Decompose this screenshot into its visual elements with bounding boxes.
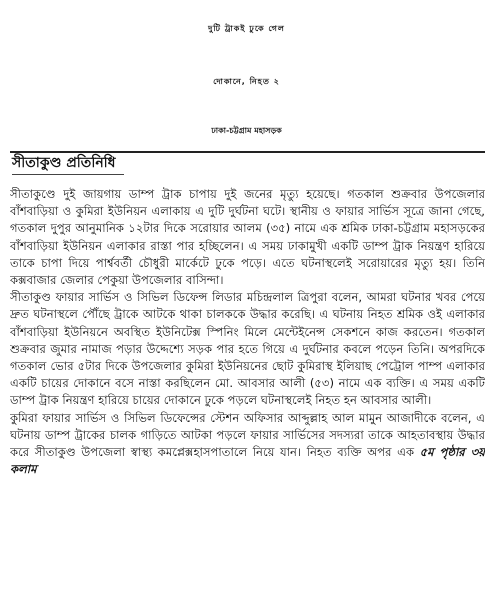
headline-line-2: দোকানে, নিহত ২ bbox=[213, 77, 280, 86]
paragraph-text: কুমিরা ফায়ার সার্ভিস ও সিভিল ডিফেন্সের স্টেশন অফিসার আব্দুল্লাহ আল মামুন আজাদীকে বলেন, এ ঘটনায় ডাম্প ট্রাকের চালক গাড়িতে আটকা পড়লে ফায়ার সার্ভিসের সদস্যরা তাকে আহতাবস্থায় উদ্ধার করে সীতাকুণ্ড উপজেলা স্বাস্থ্য কমপ্লেক্সহাসপাতালে নিয়ে যান। নিহত ব্যক্তি অপর এক bbox=[10, 410, 485, 460]
paragraph bbox=[10, 410, 485, 479]
article-body bbox=[10, 186, 485, 612]
paragraph: সীতাকুণ্ডে দুই জায়গায় ডাম্প ট্রাক চাপায় দুই জনের মৃত্যু হয়েছে। গতকাল শুক্রবার উপজেলার বাঁশবাড়িয়া ও কুমিরা ইউনিয়ন এলাকায় এ দুটি দুর্ঘটনা ঘটে। স্থানীয় ও ফায়ার সার্ভিস সূত্রে জানা গেছে, গতকাল দুপুর আনুমানিক ১২টার দিকে সরোয়ার আলম (৩৫) নামে এক শ্রমিক ঢাকা-চট্টগ্রাম মহাসড়কের বাঁশবাড়িয়া ইউনিয়ন এলাকার রাস্তা পার হচ্ছিলেন। এ সময় ঢাকামুখী একটি ডাম্প ট্রাক নিয়ন্ত্রণ হারিয়ে তাকে চাপা দিয়ে পার্শ্ববর্তী চৌধুরী মার্কেটে ঢুকে পড়ে। এতে ঘটনাস্থলেই সরোয়ারের মৃত্যু হয়। তিনি কক্সবাজার জেলার পেকুয়া উপজেলার বাসিন্দা। bbox=[10, 187, 485, 288]
byline-underline bbox=[12, 174, 124, 175]
headline-line-1: দুটি ট্রাকই ঢুকে গেল bbox=[208, 24, 285, 33]
subheadline: ঢাকা-চট্টগ্রাম মহাসড়ক bbox=[211, 126, 282, 135]
continuation-reference: ৫ম পৃষ্ঠার ৩য় কলাম bbox=[10, 445, 485, 477]
paragraph: সীতাকুণ্ড ফায়ার সার্ভিস ও সিভিল ডিফেন্স লিডার মচিন্দ্রলাল ত্রিপুরা বলেন, আমরা ঘটনার খবর পেয়ে দ্রুত ঘটনাস্থলে পৌঁছে ট্রাকে আটকে থাকা চালককে উদ্ধার করেছি। এ ঘটনায় নিহত শ্রমিক ওই এলাকার বাঁশবাড়িয়া ইউনিয়নে অবস্থিত ইউনিটেক্স স্পিনিং মিলে মেন্টেইনেন্স সেকশনে কাজ করতেন। গতকাল শুক্রবার জুমার নামাজ পড়ার উদ্দেশ্যে সড়ক পার হতে গিয়ে এ দুর্ঘটনার কবলে পড়েন তিনি। অপরদিকে গতকাল ভোর ৫টার দিকে উপজেলার কুমিরা ইউনিয়নের ছোট কুমিরাস্থ ইলিয়াছ পেট্রোল পাম্প এলাকার একটি চায়ের দোকানে বসে নাস্তা করছিলেন মো. আবসার আলী (৫৩) নামে এক ব্যক্তি। এ সময় একটি ডাম্প ট্রাক নিয়ন্ত্রণ হারিয়ে চায়ের দোকানে ঢুকে পড়লে ঘটনাস্থলেই নিহত হন আবসার আলী। bbox=[10, 290, 485, 408]
byline: সীতাকুণ্ড প্রতিনিধি bbox=[12, 155, 116, 171]
divider bbox=[10, 151, 485, 153]
